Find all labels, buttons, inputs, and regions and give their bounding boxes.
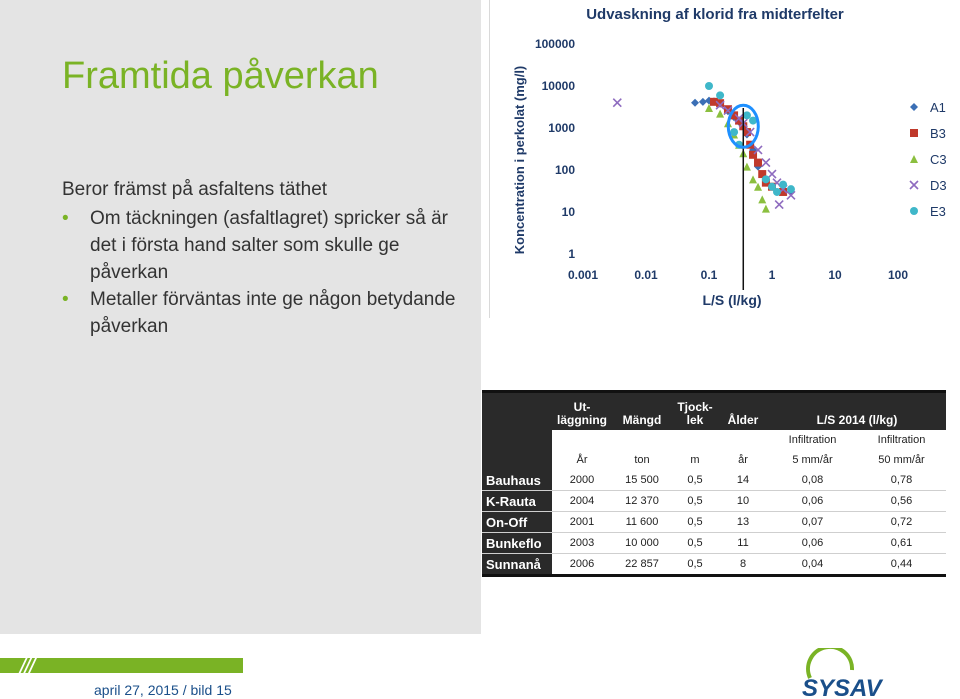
table-header-row <box>482 392 946 431</box>
data-point-c3 <box>762 205 770 213</box>
cell-thickness: 0,5 <box>672 512 718 533</box>
data-point-d3 <box>768 170 776 178</box>
slide-title: Framtida påverkan <box>62 55 379 97</box>
footer-slashes: /// <box>20 652 35 679</box>
data-point-d3 <box>775 201 783 209</box>
cell-amount: 12 370 <box>612 491 672 512</box>
cell-ls5: 0,07 <box>768 512 857 533</box>
sub-infiltration-a: Infiltration <box>788 434 837 446</box>
data-point-b3 <box>754 159 762 167</box>
bullet-item: • Om täckningen (asfaltlagret) spricker så är det i första hand salter som skulle ge påverkan <box>62 205 462 286</box>
table-units-row <box>482 450 946 470</box>
cell-amount: 11 600 <box>612 512 672 533</box>
chart-title: Udvaskning af klorid fra midterfelter <box>586 6 844 23</box>
cell-amount: 22 857 <box>612 554 672 576</box>
x-axis-label: L/S (l/kg) <box>702 292 762 308</box>
legend-marker-c3 <box>910 155 918 163</box>
y-tick-label: 1 <box>568 247 575 261</box>
logo-arc <box>808 648 852 678</box>
data-point-d3 <box>762 159 770 167</box>
y-tick-label: 1000 <box>548 121 575 135</box>
cell-age: 8 <box>718 554 768 576</box>
x-tick-label: 0.1 <box>700 268 718 282</box>
cell-age: 14 <box>718 470 768 491</box>
unit-cell: 5 mm/år <box>792 454 833 466</box>
legend-label-a1: A1 <box>930 100 946 115</box>
cell-ls50: 0,44 <box>857 554 946 576</box>
data-point-a1 <box>699 98 707 106</box>
header-utlaggning <box>552 392 612 431</box>
cell-year: 2004 <box>552 491 612 512</box>
cell-thickness: 0,5 <box>672 491 718 512</box>
cell-year: 2006 <box>552 554 612 576</box>
cell-age: 13 <box>718 512 768 533</box>
sub-cell <box>672 430 718 450</box>
x-tick-label: 100 <box>887 268 909 282</box>
table-row <box>482 470 946 491</box>
x-tick-label: 0.001 <box>567 268 599 282</box>
intro-text: Beror främst på asfaltens täthet <box>62 179 328 200</box>
cell-amount: 15 500 <box>612 470 672 491</box>
sub-cell <box>612 430 672 450</box>
y-tick-label: 10 <box>561 205 575 219</box>
legend-marker-a1 <box>910 103 918 111</box>
data-point-c3 <box>754 183 762 191</box>
data-point-c3 <box>743 163 751 171</box>
chart-panel <box>489 0 960 318</box>
logo-text: SYSAV <box>802 675 882 699</box>
unit-cell: År <box>576 454 588 466</box>
data-point-e3 <box>779 181 787 189</box>
cell-thickness: 0,5 <box>672 554 718 576</box>
footer-bar <box>0 658 243 673</box>
data-point-e3 <box>730 128 738 136</box>
table-row <box>482 512 946 533</box>
y-axis-label: Koncentration i perkolat (mg/l) <box>512 65 527 255</box>
y-tick-label: 100000 <box>534 37 575 51</box>
scatter-chart <box>490 0 960 318</box>
cell-age: 11 <box>718 533 768 554</box>
row-name: K-Rauta <box>482 491 552 512</box>
footer-date: april 27, 2015 / bild 15 <box>94 682 232 698</box>
y-tick-label: 100 <box>554 163 575 177</box>
bullet-item: • Metaller förväntas inte ge någon betydande påverkan <box>62 286 462 340</box>
slide-body <box>62 176 462 340</box>
cell-thickness: 0,5 <box>672 470 718 491</box>
header-text: Ut- <box>573 400 591 414</box>
table-row <box>482 533 946 554</box>
data-point-e3 <box>716 91 724 99</box>
unit-cell: 50 mm/år <box>878 454 925 466</box>
data-point-e3 <box>705 82 713 90</box>
cell-year: 2001 <box>552 512 612 533</box>
data-point-d3 <box>613 99 621 107</box>
cell-ls5: 0,04 <box>768 554 857 576</box>
header-ls: L/S 2014 (l/kg) <box>768 392 946 431</box>
cell-amount: 10 000 <box>612 533 672 554</box>
table-row <box>482 554 946 576</box>
cell-ls5: 0,06 <box>768 533 857 554</box>
units-blank <box>482 450 552 470</box>
legend-marker-e3 <box>910 207 918 215</box>
cell-ls50: 0,56 <box>857 491 946 512</box>
cell-ls50: 0,72 <box>857 512 946 533</box>
legend-marker-d3 <box>910 181 918 189</box>
x-tick-label: 0.01 <box>634 268 658 282</box>
legend-label-d3: D3 <box>930 178 947 193</box>
cell-ls5: 0,06 <box>768 491 857 512</box>
x-tick-label: 1 <box>768 268 776 282</box>
data-point-c3 <box>749 175 757 183</box>
sub-cell <box>552 430 612 450</box>
data-point-e3 <box>762 175 770 183</box>
legend-label-c3: C3 <box>930 152 947 167</box>
header-mangd: Mängd <box>612 392 672 431</box>
y-tick-label: 10000 <box>541 79 575 93</box>
header-blank <box>482 392 552 431</box>
unit-cell: m <box>690 454 700 466</box>
data-point-c3 <box>758 195 766 203</box>
header-tjocklek <box>672 392 718 431</box>
row-name: Sunnanå <box>482 554 552 576</box>
header-alder: Ålder <box>718 392 768 431</box>
table-subheader-row <box>482 430 946 450</box>
cell-age: 10 <box>718 491 768 512</box>
header-text: läggning <box>557 413 607 427</box>
data-point-a1 <box>691 99 699 107</box>
legend-label-b3: B3 <box>930 126 946 141</box>
data-point-c3 <box>716 110 724 118</box>
sysav-logo <box>790 648 910 699</box>
row-name: On-Off <box>482 512 552 533</box>
unit-cell: år <box>738 454 748 466</box>
unit-cell: ton <box>634 454 650 466</box>
series-d3 <box>613 99 795 209</box>
cell-thickness: 0,5 <box>672 533 718 554</box>
row-name: Bauhaus <box>482 470 552 491</box>
sub-cell <box>718 430 768 450</box>
cell-ls5: 0,08 <box>768 470 857 491</box>
x-tick-label: 10 <box>828 268 842 282</box>
cell-year: 2003 <box>552 533 612 554</box>
row-name: Bunkeflo <box>482 533 552 554</box>
cell-year: 2000 <box>552 470 612 491</box>
header-text: lek <box>686 413 704 427</box>
header-text: Tjock- <box>677 400 713 414</box>
data-point-e3 <box>787 185 795 193</box>
series-e3 <box>705 82 795 196</box>
data-point-e3 <box>773 188 781 196</box>
legend-label-e3: E3 <box>930 204 946 219</box>
sub-blank <box>482 430 552 450</box>
data-point-e3 <box>743 111 751 119</box>
table-row <box>482 491 946 512</box>
data-table <box>482 390 946 577</box>
cell-ls50: 0,61 <box>857 533 946 554</box>
sub-infiltration-b: Infiltration <box>877 434 926 446</box>
cell-ls50: 0,78 <box>857 470 946 491</box>
legend-marker-b3 <box>910 129 918 137</box>
